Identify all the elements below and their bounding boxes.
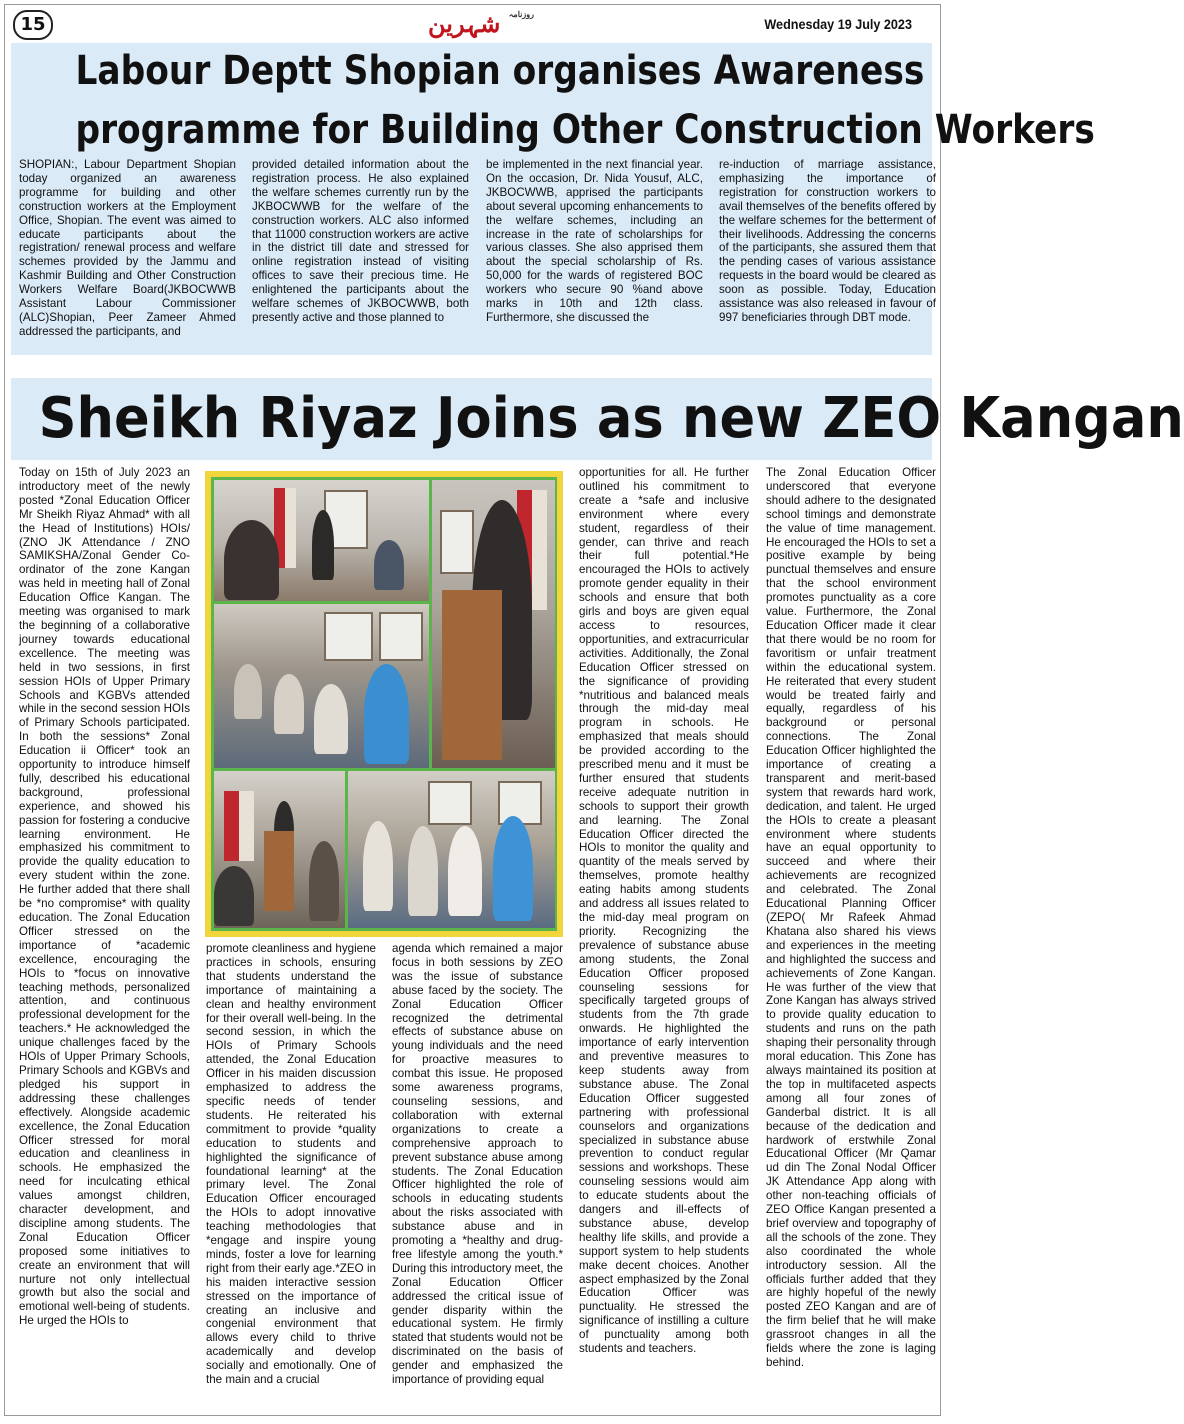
person-figure [314,684,348,754]
article2-column-5 [766,466,936,1411]
person-figure [274,674,304,734]
person-figure [312,510,334,580]
person-figure [224,520,279,600]
masthead [5,5,940,45]
article1-column-4 [719,158,936,354]
meeting-photo-2 [432,480,555,768]
article1-column-2-text: provided detailed information about the registration process. He also explained the welfare schemes currently run by the JKBOCWWB for the welfare of the construction workers. ALC also informed that 11000 construction workers are active in the district till date and stressed for online registration instead of visiting offices to save their precious time. He enlightened the participants about the welfare schemes of JKBOCWWB, both presently active and those planned to [252,158,469,324]
page-number: 15 [13,10,53,40]
podium-shape [264,831,294,911]
photo-collage [205,471,563,937]
logo-small-text: روزنامہ [508,9,534,19]
article1-column-3-text: be implemented in the next financial year. On the occasion, Dr. Nida Yousuf, ALC, JKBOCWWB, apprised the participants about several upcoming enhancements to the welfare schemes, including an increase in the rate of scholarships for various classes. She also apprised them about the special scholarship of Rs. 50,000 for the wards of registered BOC workers who secure 90 %and above marks in 10th and 12th class. Furthermore, she discussed the [486,158,703,324]
article2-column-2-text: promote cleanliness and hygiene practices in schools, ensuring that students understand the importance of maintaining a clean and healthy environment for their overall well-being. In the second session, in which the HOIs of Primary Schools attended, the Zonal Education Officer in his maiden discussion emphasized to address the specific needs of tender students. He reiterated his commitment to provide *quality education to students and highlighted the significance of foundational learning* at the primary level. The Zonal Education Officer encouraged the HOIs to adopt innovative teaching methodologies that *engage and inspire young minds, foster a love for learning right from their early age.*ZEO in his maiden interactive session stressed on the importance of creating an inclusive and congenial environment that allows every child to thrive academically and develop socially and emotionally. One of the main and a crucial [206,942,376,1387]
window-shape [440,510,474,574]
article2-headline-panel [11,378,1184,460]
flag-shape [224,791,254,861]
window-shape [324,612,373,661]
article2-headline: Sheikh Riyaz Joins as new ZEO Kangan [38,386,1184,451]
meeting-photo-5 [348,771,555,928]
article2-column-2 [206,942,376,1411]
person-figure [448,826,482,916]
newspaper-logo [428,9,534,38]
article1-column-4-text: re-induction of marriage assistance, emphasizing the importance of registration for construction workers to avail themselves of the benefits offered by the welfare schemes for the betterment of their livelihoods. Addressing the concerns of the participants, she assured them that the pending cases of various assistance requests in the board would be cleared as soon as possible. Today, Education assistance was also released in favour of 997 beneficiaries through DBT mode. [719,158,936,324]
person-figure [309,841,339,921]
article1-headline-line2: programme for Building Other Construction Workers [75,107,1095,153]
meeting-photo-3 [214,604,429,768]
photo-collage-inner [211,477,557,931]
window-shape [428,781,472,825]
article2-column-5-text: The Zonal Education Officer underscored that everyone should adhere to the designated school timings and demonstrate the value of time management. He encouraged the HOIs to set a positive example by being punctual themselves and ensure that the school environment promotes punctuality as a core value. Furthermore, the Zonal Education Officer made it clear that there would be no room for favoritism or unfair treatment within the educational system. He reiterated that every student would be treated fairly and equally, regardless of his background or personal connections. The Zonal Education Officer highlighted the importance of creating a transparent and merit-based system that rewards hard work, dedication, and talent. He urged the HOIs to create a pleasant environment where students have an equal opportunity to succeed and where their achievements are recognized and celebrated. The Zonal Educational Planning Officer (ZEPO( Mr Rafeek Ahmad Khatana also shared his views and experiences in the meeting and highlighted the success and achievements of Zone Kangan. He was further of the view that Zone Kangan has always strived to provide quality education to students and runs on the path shaping their personality through moral education. This Zone has always maintained its position at the top in multifaceted aspects among all four zones of Ganderbal district. It is all because of the dedication and hardwork of erstwhile Zonal Educational Officer (Mr Qamar ud din The Zonal Nodal Officer JK Attendance App along with other non-teaching officials of ZEO Office Kangan presented a brief overview and topography of all the schools of the zone. They also coordinated the whole introductory session. All the officials further added that they are highly hopeful of the newly posted ZEO Kangan and are of the firm belief that he will make grassroot changes in all the fields where the zone is laging behind. [766,466,936,1369]
person-figure [214,866,254,926]
person-figure [408,826,438,916]
article1-column-1-text: SHOPIAN:, Labour Department Shopian today organized an awareness programme for building and other construction workers at the Employment Office, Shopian. The event was aimed to educate participants about the registration/ renewal process and welfare schemes provided by the Jammu and Kashmir Building and Other Construction Workers Welfare Board(JKBOCWWB Assistant Labour Commissioner (ALC)Shopian, Peer Zameer Ahmed addressed the participants, and [19,158,236,338]
person-figure [234,664,262,719]
article1-column-2 [252,158,469,354]
meeting-photo-4 [214,771,345,928]
article2-column-1 [19,466,190,1411]
article1-column-1 [19,158,236,354]
article2-column-3 [392,942,563,1411]
person-figure [363,821,393,911]
article2-column-4-text: opportunities for all. He further outlined his commitment to create a *safe and inclusive environment where every student, regardless of their gender, can thrive and reach their full potential.*He encouraged the HOIs to actively promote gender equality in their schools and ensure that both girls and boys are given equal access to resources, opportunities, and extracurricular activities. Additionally, the Zonal Education Officer stressed on the significance of providing *nutritious and balanced meals through the mid-day meal program in schools. He emphasized that meals should be provided according to the prescribed menu and it must be further ensured that students receive adequate nutrition in schools to support their growth and learning. The Zonal Education Officer directed the HOIs to monitor the quality and quantity of the meals served by themselves, promote healthy eating habits among students and address all issues related to the mid-day meal program on priority. Recognizing the prevalence of substance abuse among students, the Zonal Education Officer proposed counseling sessions for specifically targeted groups of students from the 7th grade onwards. He highlighted the importance of early intervention and preventive measures to keep students away from substance abuse. The Zonal Education Officer suggested partnering with professional counselors and organizations specialized in substance abuse prevention to conduct regular sessions and workshops. These counseling sessions would aim to educate students about the dangers and ill-effects of substance abuse, develop healthy life skills, and provide a support system to help students make decent choices. Another aspect emphasized by the Zonal Education Officer was punctuality. He stressed the significance of instilling a culture of punctuality among both students and teachers. [579,466,749,1356]
article2-column-1-text: Today on 15th of July 2023 an introductory meet of the newly posted *Zonal Education Officer Mr Sheikh Riyaz Ahmad* with all the Head of Institutions) HOIs/ (ZNO JK Attendance / ZNO SAMIKSHA/Zonal Gender Co-ordinator of the zone Kangan was held in meeting hall of Zonal Education Office Kangan. The meeting was organised to mark the beginning of a collaborative journey towards educational excellence. The meeting was held in two sessions, in first session HOIs of Upper Primary Schools and KGBVs attended while in the second session HOIs of Primary Schools participated. In both the sessions* Zonal Education ii Officer* took an opportunity to introduce himself fully, described his educational background, professional experience, and showed his passion for fostering a conducive learning environment. He emphasized his commitment to provide the quality education to every student within the zone. He further added that there shall be *no compromise* with quality education. The Zonal Education Officer stressed on the importance of *academic excellence, encouraging the HOIs to *focus on innovative teaching methods, personalized attention, and continuous professional development for the teachers.* He acknowledged the unique challenges faced by the HOIs of Upper Primary Schools, Primary Schools and KGBVs and pledged his support in addressing these challenges effectively. Alongside academic excellence, the Zonal Education Officer stressed for moral education and cleanliness in schools. He emphasized the need for inculcating ethical values amongst children, character development, and discipline among students. The Zonal Education Officer proposed some initiatives to create an environment that will nurture not only intellectual growth but also the social and emotional well-being of students. He urged the HOIs to [19,466,190,1328]
podium-shape [442,590,502,760]
window-shape [379,612,423,661]
person-figure [364,664,409,764]
article1-headline-line1: Labour Deptt Shopian organises Awareness [75,48,925,94]
article1-column-3 [486,158,703,354]
issue-date: Wednesday 19 July 2023 [764,16,912,32]
person-figure [493,816,533,921]
logo-text: شہرین [428,9,501,38]
person-figure [374,540,404,590]
meeting-photo-1 [214,480,429,601]
article2-column-4 [579,466,749,1411]
article2-column-3-text: agenda which remained a major focus in both sessions by ZEO was the issue of substance abuse faced by the society. The Zonal Education Officer recognized the detrimental effects of substance abuse on young individuals and the need for proactive measures to combat this issue. He proposed some awareness programs, counseling sessions, and collaboration with external organizations to create a comprehensive approach to prevent substance abuse among students. The Zonal Education Officer highlighted the role of schools in educating students about the risks associated with substance abuse and in promoting a *healthy and drug-free lifestyle among the youth.* During this introductory meet, the Zonal Education Officer addressed the critical issue of gender disparity within the educational system. He firmly stated that students would not be discriminated on the basis of gender and emphasized the importance of providing equal [392,942,563,1387]
newspaper-page [4,4,1184,1416]
